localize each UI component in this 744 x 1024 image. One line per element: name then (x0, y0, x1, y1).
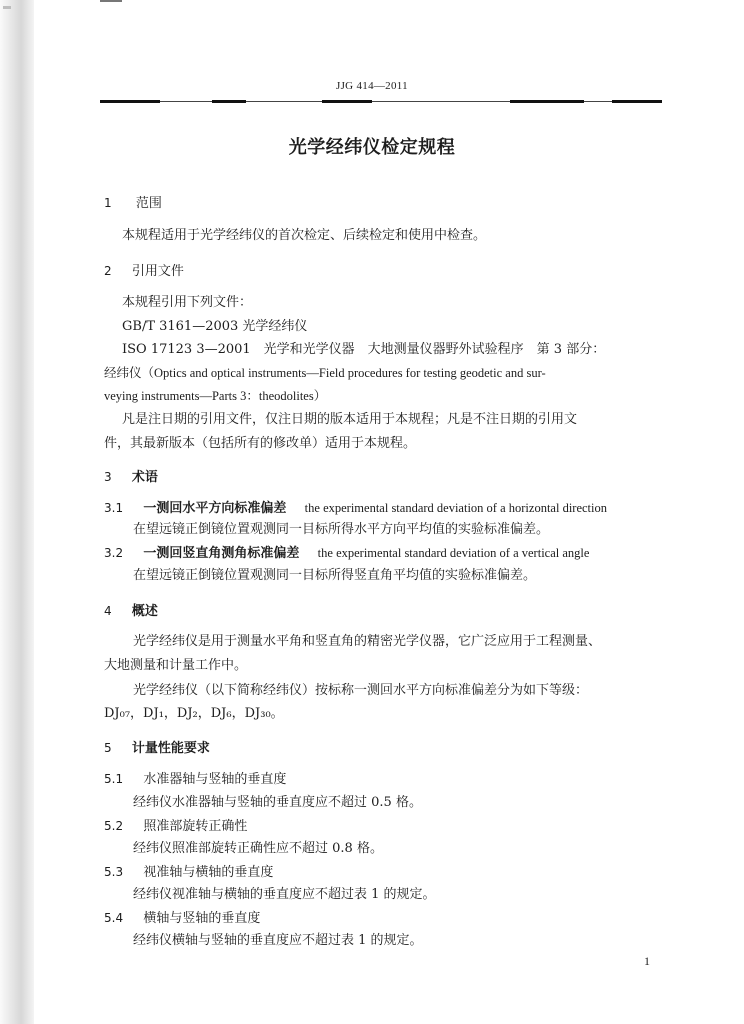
clause-text: 经纬仪视准轴与横轴的垂直度应不超过表 1 的规定。 (133, 887, 436, 902)
paragraph: 大地测量和计量工作中。 (104, 658, 248, 673)
clause-text: 经纬仪照准部旋转正确性应不超过 0.8 格。 (133, 841, 383, 856)
paragraph: 凡是注日期的引用文件，仅注日期的版本适用于本规程；凡是不注日期的引用文 (122, 412, 578, 427)
paragraph: 光学经纬仪（以下简称经纬仪）按标称一测回水平方向标准偏差分为如下等级： (133, 683, 589, 698)
clause-heading: 5.3 视准轴与横轴的垂直度 (104, 865, 274, 880)
clause-heading: 5.1 水准器轴与竖轴的垂直度 (104, 772, 287, 787)
page-title: 光学经纬仪检定规程 (288, 137, 456, 158)
page-number: 1 (644, 954, 650, 968)
paragraph: 光学经纬仪是用于测量水平角和竖直角的精密光学仪器，它广泛应用于工程测量、 (133, 634, 602, 649)
paragraph: 本规程适用于光学经纬仪的首次检定、后续检定和使用中检查。 (122, 228, 487, 243)
clause-text: 经纬仪横轴与竖轴的垂直度应不超过表 1 的规定。 (133, 933, 423, 948)
clause-heading: 5.4 横轴与竖轴的垂直度 (104, 911, 261, 926)
clause-heading: 5.2 照准部旋转正确性 (104, 819, 248, 834)
document-code: JJG 414—2011 (336, 80, 408, 92)
paragraph: 件，其最新版本（包括所有的修改单）适用于本规程。 (104, 436, 417, 451)
reference-item: GB/T 3161—2003 光学经纬仪 (122, 319, 308, 334)
scan-artifact (100, 0, 122, 2)
scan-artifact (3, 6, 11, 9)
term-entry: 3.2 一测回竖直角测角标准偏差 the experimental standard deviation of a vertical angle (104, 546, 590, 561)
section-heading: 5 计量性能要求 (104, 741, 210, 756)
section-heading: 3 术语 (104, 470, 158, 485)
section-heading: 4 概述 (104, 604, 158, 619)
clause-text: 经纬仪水准器轴与竖轴的垂直度应不超过 0.5 格。 (133, 795, 422, 810)
term-entry: 3.1 一测回水平方向标准偏差 the experimental standard deviation of a horizontal direction (104, 501, 607, 516)
reference-item: 经纬仪（Optics and optical instruments—Field procedures for testing geodetic and sur- (104, 366, 546, 380)
term-definition: 在望远镜正倒镜位置观测同一目标所得竖直角平均值的实验标准偏差。 (133, 568, 537, 583)
paragraph: 本规程引用下列文件： (122, 295, 253, 310)
reference-item: ISO 17123 3—2001 光学和光学仪器 大地测量仪器野外试验程序 第 3 部分： (122, 342, 606, 357)
term-definition: 在望远镜正倒镜位置观测同一目标所得水平方向平均值的实验标准偏差。 (133, 522, 550, 537)
paragraph: DJ₀₇，DJ₁，DJ₂，DJ₆，DJ₃₀。 (104, 706, 284, 721)
reference-item: veying instruments—Parts 3：theodolites） (104, 389, 327, 403)
section-heading: 1 范围 (104, 196, 162, 211)
section-heading: 2 引用文件 (104, 264, 184, 279)
header-rule (100, 101, 662, 102)
